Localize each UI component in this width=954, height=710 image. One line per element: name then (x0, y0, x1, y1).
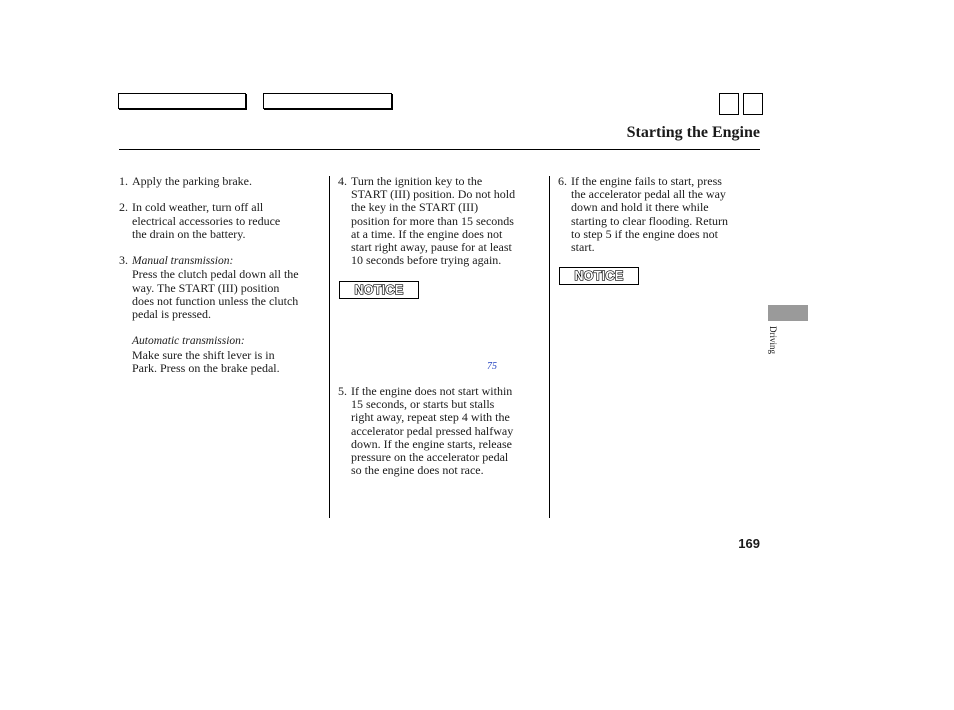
step-line: at a time. If the engine does not (351, 226, 503, 241)
step-number: 1. (119, 174, 128, 188)
step-line: the accelerator pedal all the way (571, 187, 726, 202)
step-line: 10 seconds before trying again. (351, 253, 502, 268)
prev-page-button[interactable] (719, 93, 739, 115)
step-6 (558, 175, 758, 254)
step-line: to step 5 if the engine does not (571, 226, 718, 241)
next-page-button[interactable] (743, 93, 763, 115)
step-line: down. If the engine starts, release (351, 436, 512, 451)
section-tab[interactable] (768, 305, 808, 321)
step-line: pressure on the accelerator pedal (351, 450, 509, 465)
column-2-lower (338, 385, 543, 477)
step-line: Park. Press on the brake pedal. (132, 360, 280, 375)
automatic-transmission-heading: Automatic transmission: (132, 335, 245, 348)
step-line: pedal is pressed. (132, 307, 211, 321)
step-line: Make sure the shift lever is in (132, 347, 275, 362)
title-rule (119, 149, 760, 150)
column-3 (558, 175, 758, 254)
notice-text: NOTICE (354, 283, 404, 297)
column-2 (338, 175, 543, 267)
step-number: 4. (338, 174, 347, 188)
step-line: position for more than 15 seconds (351, 213, 514, 228)
step-line: 15 seconds, or starts but stalls (351, 397, 495, 412)
step-line: Press the clutch pedal down all the (132, 267, 299, 282)
notice-text: NOTICE (574, 269, 624, 283)
step-line: If the engine fails to start, press (571, 174, 722, 188)
step-number: 5. (338, 384, 347, 398)
column-1 (119, 175, 329, 375)
step-line: does not function unless the clutch (132, 293, 299, 308)
step-line: start right away, pause for at least (351, 240, 512, 255)
step-line: START (III) position. Do not hold (351, 187, 516, 202)
step-line: way. The START (III) position (132, 280, 280, 295)
nav-button-main-menu[interactable] (118, 93, 246, 109)
step-line: right away, repeat step 4 with the (351, 410, 510, 425)
step-2 (119, 201, 329, 241)
step-5 (338, 385, 543, 477)
step-line: In cold weather, turn off all (132, 200, 264, 215)
step-line: electrical accessories to reduce (132, 213, 281, 228)
step-text: Apply the parking brake. (132, 174, 252, 188)
page-reference-link[interactable]: 75 (487, 361, 497, 372)
nav-button-table-of-contents[interactable] (263, 93, 392, 109)
column-divider-2 (549, 176, 550, 518)
step-1 (119, 175, 329, 188)
step-4 (338, 175, 543, 267)
step-number: 6. (558, 174, 567, 188)
notice-label-step-6 (559, 267, 639, 285)
section-label: Driving (768, 326, 778, 354)
page-title: Starting the Engine (626, 124, 760, 141)
step-line: down and hold it there while (571, 200, 709, 215)
step-line: If the engine does not start within (351, 384, 513, 398)
step-3 (119, 254, 329, 375)
notice-label-step-4 (339, 281, 419, 299)
column-divider-1 (329, 176, 330, 518)
step-line: so the engine does not race. (351, 463, 484, 478)
manual-transmission-heading: Manual transmission: (132, 255, 234, 268)
step-line: starting to clear flooding. Return (571, 213, 728, 228)
step-line: Turn the ignition key to the (351, 174, 483, 188)
step-number: 2. (119, 200, 128, 215)
step-line: start. (571, 240, 595, 255)
step-number: 3. (119, 253, 128, 268)
step-line: accelerator pedal pressed halfway (351, 423, 514, 438)
step-line: the key in the START (III) (351, 200, 479, 215)
page-number: 169 (738, 536, 760, 551)
step-line: the drain on the battery. (132, 226, 246, 241)
